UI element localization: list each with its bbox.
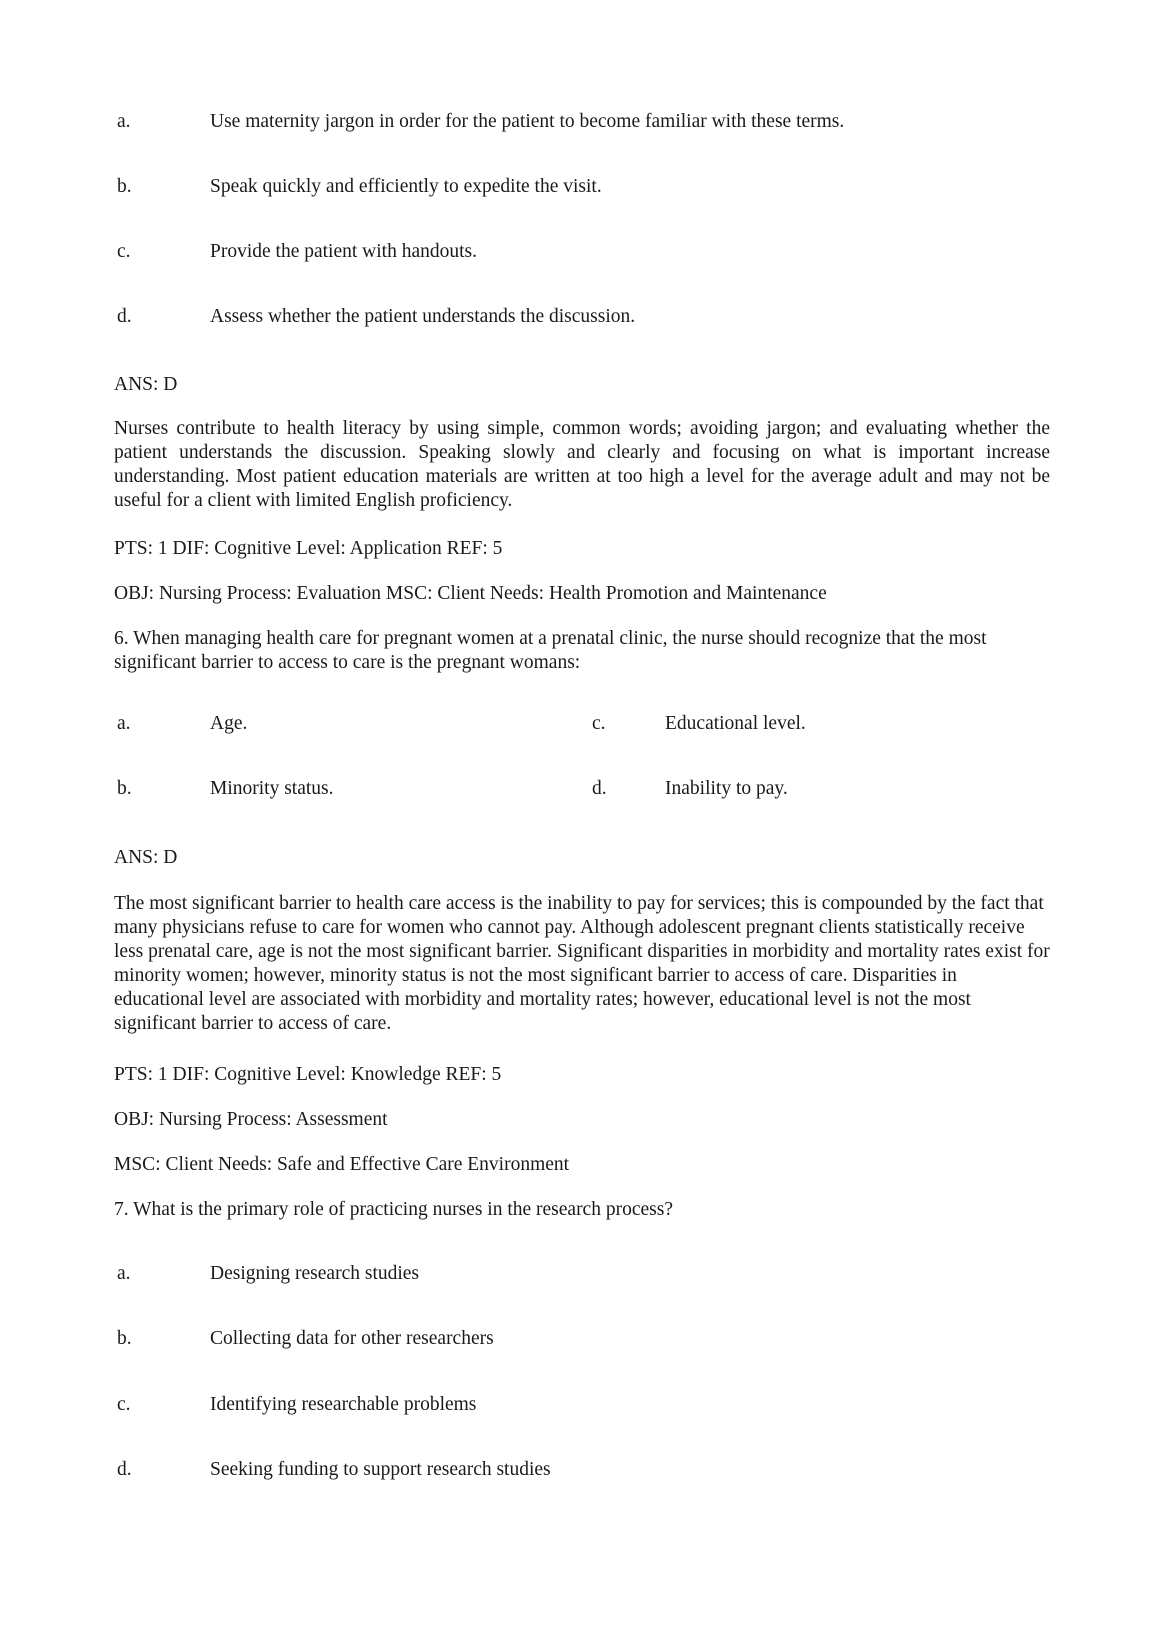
- q6-rationale: The most significant barrier to health care access is the inability to pay for services; this is compounded by the fact that many physicians refuse to care for women who cannot pay. Although adolescent pregnant clients statistically receive less prenatal care, age is not the most significant barrier. Significant disparities in morbidity and mortality rates exist for minority women; however, minority status is not the most significant barrier to access of care. Disparities in educational level are associated with morbidity and mortality rates; however, educational level is not the most significant barrier to access of care.: [114, 893, 1050, 1034]
- q5-obj: OBJ: Nursing Process: Evaluation MSC: Client Needs: Health Promotion and Maintenance: [114, 583, 827, 604]
- q6-option-d-letter: d.: [592, 778, 607, 799]
- q5-option-d-letter: d.: [117, 306, 132, 327]
- q7-question: 7. What is the primary role of practicing nurses in the research process?: [114, 1199, 673, 1220]
- q5-option-a-text: Use maternity jargon in order for the patient to become familiar with these terms.: [210, 111, 845, 132]
- q5-rationale: Nurses contribute to health literacy by using simple, common words; avoiding jargon; and evaluating whether the patient understands the discussion. Speaking slowly and clearly and focusing on what is important increase understanding. Most patient education materials are written at too high a level for the average adult and may not be useful for a client with limited English proficiency.: [114, 418, 1050, 511]
- q6-msc: MSC: Client Needs: Safe and Effective Care Environment: [114, 1154, 570, 1175]
- q7-option-a-letter: a.: [117, 1263, 131, 1284]
- q6-option-c-letter: c.: [592, 713, 606, 734]
- q7-option-b-letter: b.: [117, 1328, 132, 1349]
- q6-pts: PTS: 1 DIF: Cognitive Level: Knowledge REF: 5: [114, 1064, 502, 1085]
- q5-option-c-text: Provide the patient with handouts.: [210, 241, 478, 262]
- q6-question: 6. When managing health care for pregnant women at a prenatal clinic, the nurse should recognize that the most significant barrier to access to care is the pregnant womans:: [114, 628, 987, 673]
- q6-option-d-text: Inability to pay.: [665, 778, 788, 799]
- q5-option-a-letter: a.: [117, 111, 131, 132]
- q7-option-a-text: Designing research studies: [210, 1263, 420, 1284]
- q5-pts: PTS: 1 DIF: Cognitive Level: Application REF: 5: [114, 538, 503, 559]
- q5-option-b-letter: b.: [117, 176, 132, 197]
- q7-option-b-text: Collecting data for other researchers: [210, 1328, 494, 1349]
- q6-option-b-text: Minority status.: [210, 778, 334, 799]
- q7-option-d-letter: d.: [117, 1459, 132, 1480]
- q6-option-b-letter: b.: [117, 778, 132, 799]
- q6-answer: ANS: D: [114, 847, 178, 868]
- q5-answer: ANS: D: [114, 374, 178, 395]
- q6-obj: OBJ: Nursing Process: Assessment: [114, 1109, 388, 1130]
- q6-option-a-letter: a.: [117, 713, 131, 734]
- q7-option-c-text: Identifying researchable problems: [210, 1394, 477, 1415]
- q6-option-c-text: Educational level.: [665, 713, 806, 734]
- q5-option-d-text: Assess whether the patient understands the discussion.: [210, 306, 636, 327]
- q7-option-c-letter: c.: [117, 1394, 131, 1415]
- q7-option-d-text: Seeking funding to support research studies: [210, 1459, 551, 1480]
- q5-option-b-text: Speak quickly and efficiently to expedite the visit.: [210, 176, 602, 197]
- q6-option-a-text: Age.: [210, 713, 248, 734]
- q5-option-c-letter: c.: [117, 241, 131, 262]
